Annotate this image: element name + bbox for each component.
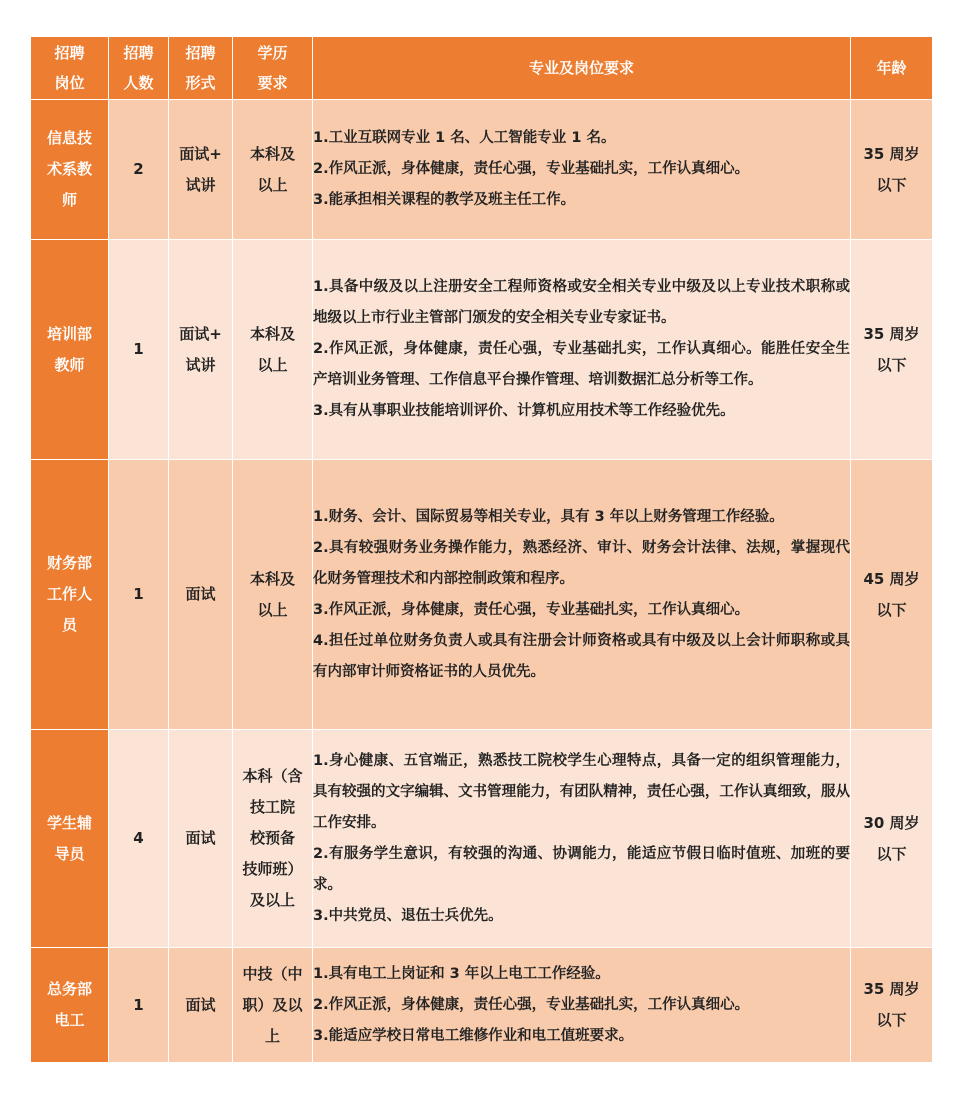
requirement-item: 3.能适应学校日常电工维修作业和电工值班要求。 [313, 1027, 634, 1044]
age-cell: 35 周岁 以下 [851, 100, 933, 240]
requirement-item: 2.具有较强财务业务操作能力，熟悉经济、审计、财务会计法律、法规，掌握现代化财务管理技术和内部控制政策和程序。 [313, 539, 850, 587]
requirement-item: 1.具备中级及以上注册安全工程师资格或安全相关专业中级及以上专业技术职称或地级以上市行业主管部门颁发的安全相关专业专家证书。 [313, 279, 850, 326]
form-cell: 面试 [169, 460, 233, 730]
education-cell: 本科（含 技工院 校预备 技师班） 及以上 [233, 730, 313, 948]
header-count: 招聘 人数 [109, 37, 169, 100]
requirements-cell [313, 730, 851, 948]
count-cell: 1 [109, 240, 169, 460]
age-cell: 45 周岁 以下 [851, 460, 933, 730]
requirement-item: 2.作风正派，身体健康，责任心强，专业基础扎实，工作认真细心。能胜任安全生产培训业务管理、工作信息平台操作管理、培训数据汇总分析等工作。 [313, 341, 850, 388]
requirement-item: 4.担任过单位财务负责人或具有注册会计师资格或具有中级及以上会计师职称或具有内部审计师资格证书的人员优先。 [313, 632, 850, 680]
form-cell: 面试 [169, 730, 233, 948]
age-cell: 35 周岁 以下 [851, 948, 933, 1063]
requirement-item: 2.有服务学生意识，有较强的沟通、协调能力，能适应节假日临时值班、加班的要求。 [313, 845, 850, 893]
count-cell: 1 [109, 948, 169, 1063]
education-cell: 本科及 以上 [233, 100, 313, 240]
position-cell: 总务部 电工 [31, 948, 109, 1063]
header-education: 学历 要求 [233, 37, 313, 100]
requirement-item: 3.能承担相关课程的教学及班主任工作。 [313, 192, 576, 208]
requirements-cell [313, 948, 851, 1063]
requirement-item: 1.具有电工上岗证和 3 年以上电工工作经验。 [313, 965, 610, 982]
table-row [31, 240, 933, 460]
form-cell: 面试+ 试讲 [169, 240, 233, 460]
requirement-item: 3.具有从事职业技能培训评价、计算机应用技术等工作经验优先。 [313, 403, 735, 419]
table-row [31, 460, 933, 730]
header-age: 年龄 [851, 37, 933, 100]
count-cell: 2 [109, 100, 169, 240]
recruitment-table [30, 36, 933, 1063]
table-row [31, 948, 933, 1063]
requirements-cell [313, 100, 851, 240]
education-cell: 中技（中 职）及以 上 [233, 948, 313, 1063]
header-position: 招聘 岗位 [31, 37, 109, 100]
position-cell: 信息技 术系教 师 [31, 100, 109, 240]
education-cell: 本科及 以上 [233, 460, 313, 730]
requirements-cell [313, 240, 851, 460]
header-row [31, 37, 933, 100]
age-cell: 30 周岁 以下 [851, 730, 933, 948]
form-cell: 面试 [169, 948, 233, 1063]
form-cell: 面试+ 试讲 [169, 100, 233, 240]
position-cell: 学生辅 导员 [31, 730, 109, 948]
count-cell: 4 [109, 730, 169, 948]
requirement-item: 1.身心健康、五官端正，熟悉技工院校学生心理特点，具备一定的组织管理能力，具有较强的文字编辑、文书管理能力，有团队精神，责任心强，工作认真细致，服从工作安排。 [313, 752, 850, 831]
age-cell: 35 周岁 以下 [851, 240, 933, 460]
requirement-item: 1.工业互联网专业 1 名、人工智能专业 1 名。 [313, 130, 616, 146]
table-row [31, 730, 933, 948]
requirements-cell [313, 460, 851, 730]
requirement-item: 3.作风正派，身体健康，责任心强，专业基础扎实，工作认真细心。 [313, 601, 750, 618]
position-cell: 财务部 工作人 员 [31, 460, 109, 730]
position-cell: 培训部 教师 [31, 240, 109, 460]
count-cell: 1 [109, 460, 169, 730]
education-cell: 本科及 以上 [233, 240, 313, 460]
requirement-item: 1.财务、会计、国际贸易等相关专业，具有 3 年以上财务管理工作经验。 [313, 508, 784, 525]
requirement-item: 3.中共党员、退伍士兵优先。 [313, 907, 503, 924]
header-requirements: 专业及岗位要求 [313, 37, 851, 100]
header-form: 招聘 形式 [169, 37, 233, 100]
table-row [31, 100, 933, 240]
requirement-item: 2.作风正派，身体健康，责任心强，专业基础扎实，工作认真细心。 [313, 996, 750, 1013]
requirement-item: 2.作风正派，身体健康，责任心强，专业基础扎实，工作认真细心。 [313, 161, 750, 177]
